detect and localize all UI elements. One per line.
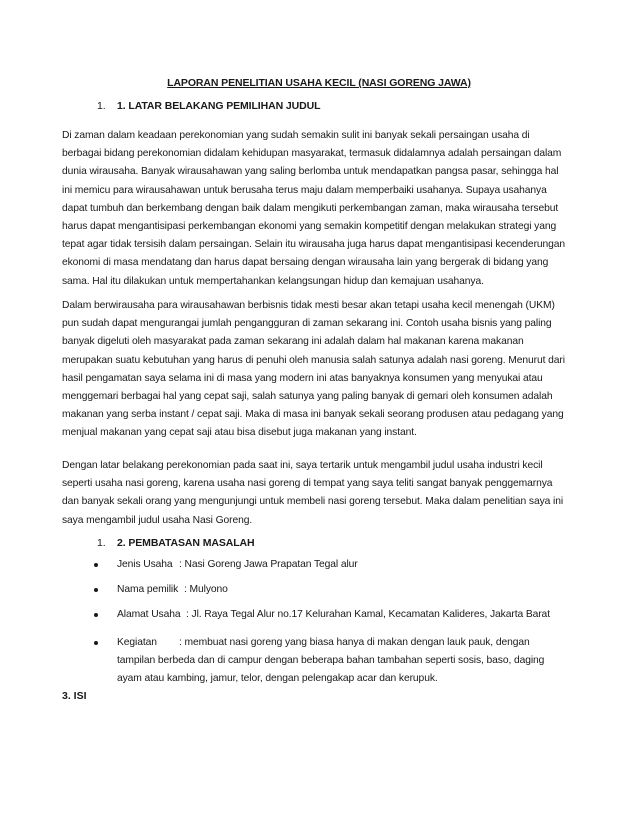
section2-number: 1. (97, 537, 106, 549)
item-value: : Jl. Raya Tegal Alur no.17 Kelurahan Kamal, Kecamatan Kalideres, Jakarta Barat (186, 609, 550, 620)
list-item-activity (92, 634, 572, 690)
item-label: Kegiatan (117, 637, 157, 648)
document-title: LAPORAN PENELITIAN USAHA KECIL (NASI GORENG JAWA) (167, 77, 471, 89)
paragraph-2: Dalam berwirausaha para wirausahawan berbisnis tidak mesti besar akan tetapi usaha kecil menengah (UKM) pun sudah dapat mengurangai jumlah pengangguran di zaman sekarang ini. Contoh usaha bisnis yang paling banyak digeluti oleh masyarakat pada zaman sekarang ini adalah dalam hal makanan karena makanan merupakan suatu kebutuhan yang harus di penuhi oleh manusia salah satunya adalah nasi goreng. Menurut dari hasil pengamatan saya selama ini di masa yang modern ini atas banyaknya konsumen yang menyukai atau menggemari berbagai hal yang cepat saji, salah satunya yang paling banyak di gemari oleh konsumen adalah makanan yang serba instant / cepat saji. Maka di masa ini banyak sekali seorang produsen atau pedagang yang menjual makanan yang cepat saji atau bisa disebut juga makanan yang instant. (62, 300, 565, 439)
item-value: : membuat nasi goreng yang biasa hanya di makan dengan lauk pauk, dengan (179, 637, 530, 648)
item-value: : Mulyono (184, 584, 228, 595)
bullet-icon (94, 588, 98, 592)
list-item-business-type (92, 556, 572, 576)
section1-heading-text: 1. LATAR BELAKANG PEMILIHAN JUDUL (117, 100, 321, 112)
section2-heading (97, 537, 397, 553)
item-value: : Nasi Goreng Jawa Prapatan Tegal alur (179, 559, 358, 570)
paragraph-1: Di zaman dalam keadaan perekonomian yang sudah semakin sulit ini banyak sekali persaingan usaha di berbagai bidang perekonomian didalam kehidupan masyarakat, termasuk didalamnya adalah persaingan dalam dunia wirausaha. Banyak wirausahawan yang saling berlomba untuk mendapatkan pangsa pasar, sehingga hal ini memicu para wirausahawan untuk berusaha terus maju dalam memperbaiki usahanya. Supaya usahanya dapat tumbuh dan berkembang dengan baik dalam mengikuti perkembangan zaman, maka wirausaha tersebut harus dapat mengantisipasi perkembangan ekonomi yang semakin kompetitif dengan melakukan strategi yang tepat agar tidak tersisih dalam persaingan. Selain itu wirausaha juga harus dapat mengantisipasi kecenderungan ekonomi di masa mendatang dan harus dapat bersaing dengan wirausaha lain yang bergerak di bidang yang sama. Hal itu dilakukan untuk mempertahankan kelangsungan hidup dan kemajuan usahanya. (62, 130, 566, 287)
paragraph-3: Dengan latar belakang perekonomian pada saat ini, saya tertarik untuk mengambil judul usaha industri kecil seperti usaha nasi goreng, karena usaha nasi goreng di tempat yang saya teliti sangat banyak penggemarnya dan banyak sekali orang yang mengunjungi untuk membeli nasi goreng tersebut. Maka dalam penelitian saya ini saya mengambil judul usaha Nasi Goreng. (62, 460, 564, 526)
item-value-continued: tampilan berbeda dan di campur dengan beberapa bahan tambahan seperti sosis, baso, daging ayam atau kambing, jamur, telor, dengan pelengakap acar dan kerupuk. (117, 655, 545, 685)
section3-heading: 3. ISI (62, 690, 87, 702)
item-label: Alamat Usaha (117, 609, 181, 620)
item-label: Nama pemilik (117, 584, 179, 595)
section1-number: 1. (97, 100, 106, 112)
bullet-icon (94, 641, 98, 645)
bullet-icon (94, 613, 98, 617)
list-item-owner (92, 581, 572, 601)
section1-heading (97, 100, 397, 116)
bullet-icon (94, 563, 98, 567)
item-label: Jenis Usaha (117, 559, 173, 570)
section2-heading-text: 2. PEMBATASAN MASALAH (117, 537, 255, 549)
list-item-address (92, 606, 572, 626)
